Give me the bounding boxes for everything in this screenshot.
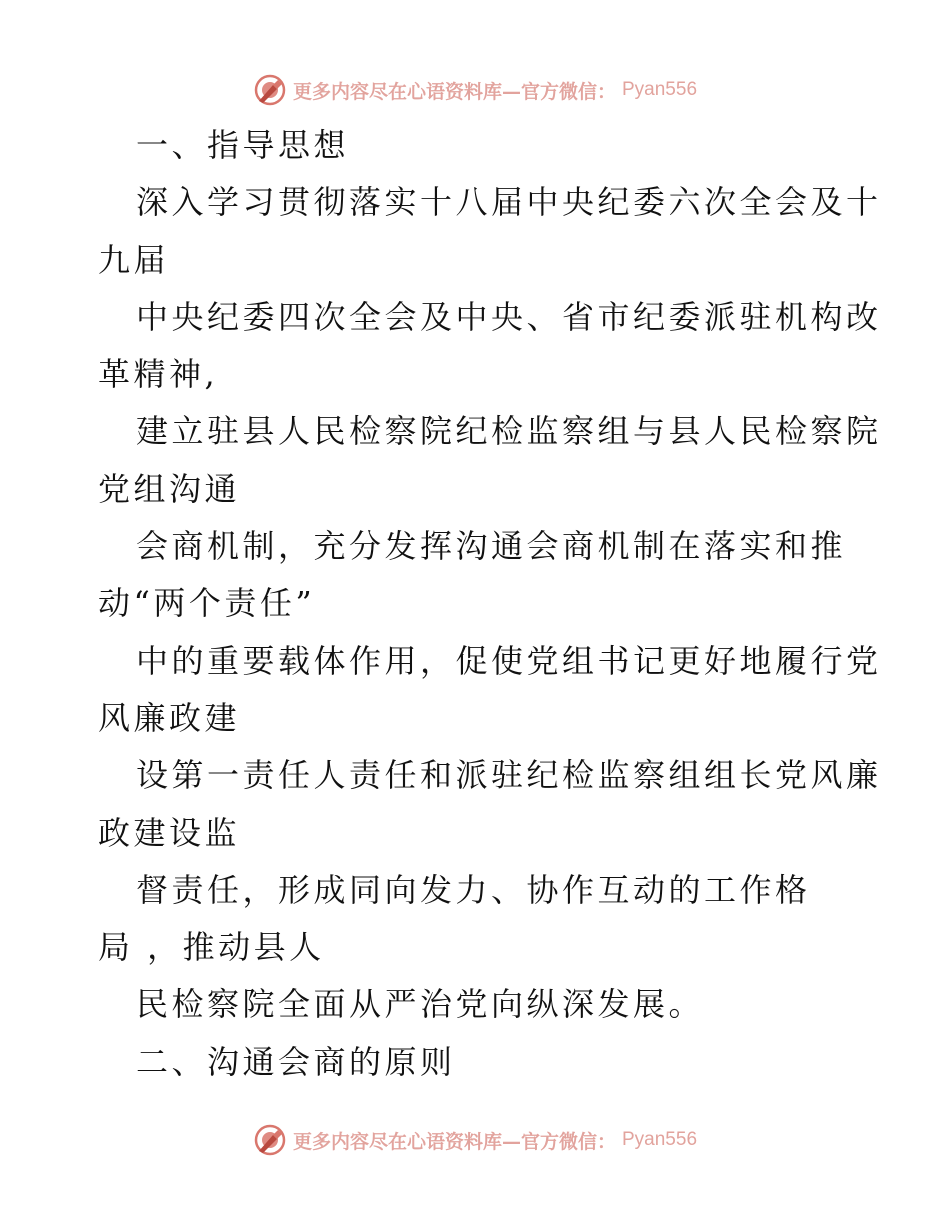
paragraph-line: 党组沟通 (98, 469, 241, 508)
footer-banner (0, 1120, 950, 1160)
header-banner (0, 70, 950, 110)
banner-wechat-id: Pyan556 (622, 1129, 698, 1150)
paragraph-line: 设第一责任人责任和派驻纪检监察组组长党风廉 (136, 756, 882, 795)
paragraph-line: 中央纪委四次全会及中央、省市纪委派驻机构改 (136, 297, 882, 336)
paragraph-line: 建立驻县人民检察院纪检监察组与县人民检察院 (136, 412, 882, 451)
banner-text: 更多内容尽在心语资料库—官方微信： (292, 80, 616, 103)
paragraph-line: 深入学习贯彻落实十八届中央纪委六次全会及十 (136, 183, 882, 222)
section-heading: 一、指导思想 (136, 126, 350, 164)
paragraph-line: 中的重要载体作用，促使党组书记更好地履行党 (136, 641, 882, 680)
paragraph-line: 局 ，推动县人 (98, 928, 325, 967)
paragraph-line: 风廉政建 (98, 698, 241, 737)
paragraph-line: 民检察院全面从严治党向纵深发展。 (136, 985, 705, 1024)
paragraph-line: 政建设监 (98, 813, 241, 852)
section-heading: 二、沟通会商的原则 (136, 1042, 456, 1081)
pen-logo-icon (253, 73, 287, 107)
document-body (98, 117, 882, 1091)
paragraph-line: 督责任，形成同向发力、协作互动的工作格 (136, 870, 811, 909)
banner-wechat-id: Pyan556 (622, 79, 698, 100)
paragraph-line: 革精神, (98, 355, 219, 394)
paragraph-line: 会商机制，充分发挥沟通会商机制在落实和推 (136, 527, 847, 566)
paragraph-line: 九届 (98, 240, 170, 279)
paragraph-line: 动“两个责任” (98, 584, 316, 623)
banner-text: 更多内容尽在心语资料库—官方微信： (292, 1130, 616, 1153)
pen-logo-icon (253, 1123, 287, 1157)
